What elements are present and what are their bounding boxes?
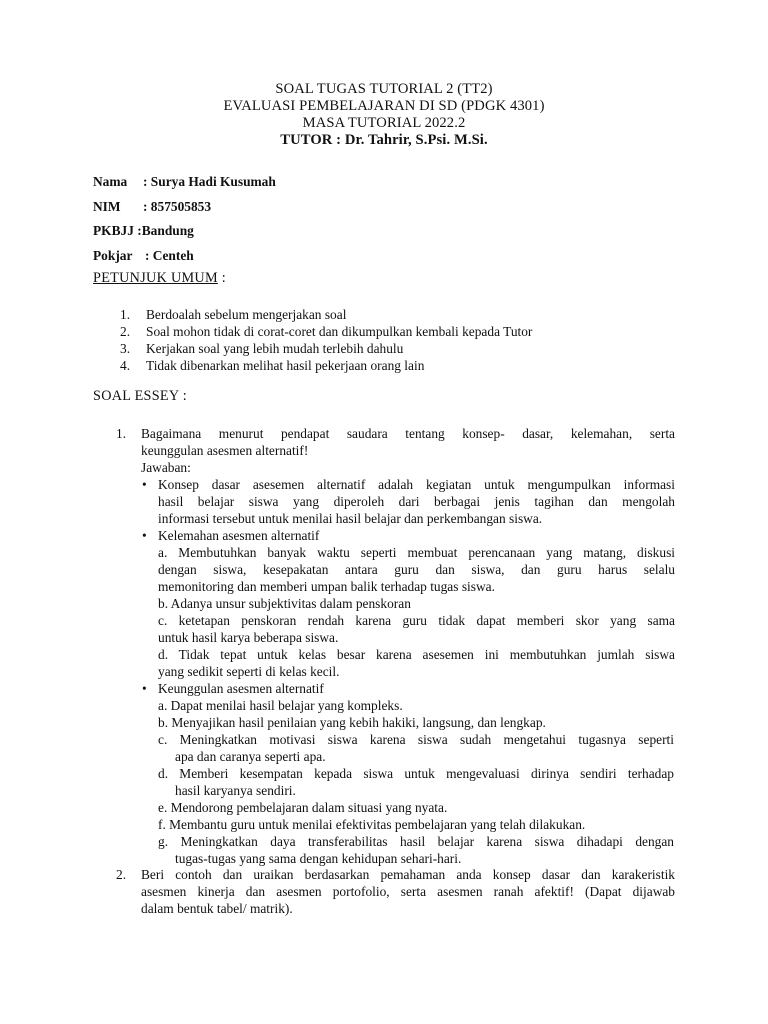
keunggulan-title: Keunggulan asesmen alternatif — [158, 681, 324, 696]
jawaban-label: Jawaban: — [141, 460, 191, 475]
document-header — [0, 81, 768, 149]
petunjuk-heading-colon: : — [217, 270, 226, 286]
document-page: SOAL TUGAS TUTORIAL 2 (TT2) EVALUASI PEMBELAJARAN DI SD (PDGK 4301) MASA TUTORIAL 2022.2 TUTOR : Dr. Tahrir, S.Psi. M.Si. Nama : Surya Hadi Kusumah NIM : 857505853 PKBJJ :Bandung Pokjar : Centeh PETUNJUK UMUM : 1. Berdoalah sebelum mengerjakan soal 2. Soal mohon tidak di corat-coret dan dikumpulkan kembali kepada Tutor 3. Kerjakan soal yang lebih mudah terlebih dahulu 4. Tidak dibenarkan melihat hasil pekerjaan orang lain SOAL ESSEY : 1. Bagaimana menurut pendapat saudara tentang konsep- dasar, kelemahan, serta keunggulan asesmen alternatif! Jawaban: • Konsep dasar asesemen alternatif adalah kegiatan untuk mengumpulkan informasi hasil belajar siswa yang diperoleh dari berbagai jenis tagihan dan mengolah informasi tersebut untuk menilai hasil belajar dan perkembangan siswa. • Kelemahan asesmen alternatif a. Membutuhkan banyak waktu seperti membuat perencanaan yang matang, diskusi dengan siswa, kesepakatan antara guru dan siswa, dan guru harus selalu memonitoring dan memberi umpan balik terhadap tugas siswa. b. Adanya unsur subjektivitas dalam penskoran c. ketetapan penskoran rendah karena guru tidak dapat memberi skor yang sama untuk hasil karya beberapa siswa. d. Tidak tepat untuk kelas besar karena asesemen ini membutuhkan jumlah siswa yang sedikit seperti di kelas kecil. • Keunggulan asesmen alternatif a. Dapat menilai hasil belajar yang kompleks. b. Menyajikan hasil penilaian yang kebih hakiki, langsung, dan lengkap. c. Meningkatkan motivasi siswa karena siswa sudah mengetahui tugasnya seperti apa dan caranya seperti apa. d. Memberi kesempatan kepada siswa untuk mengevaluasi dirinya sendiri terhadap hasil karyanya sendiri. e. Mendorong pembelajaran dalam situasi yang nyata. f. Membantu guru untuk menilai efektivitas pembelajaran yang telah dilakukan. g. Meningkatkan daya transferabilitas hasil belajar karena siswa dihadapi dengan tugas-tugas yang sama dengan kehidupan sehari-hari. 2. Beri contoh dan uraikan berdasarkan pemahaman anda konsep dasar dan karakeristik asesmen kinerja dan asesmen portofolio, serta asesmen ranah afektif! (Dapat dijawab dalam bentuk tabel/ matrik). — [0, 0, 768, 1024]
keunggulan-item-g: g. Meningkatkan daya transferabilitas hasil belajar karena siswa dihadapi dengan tugas-tugas yang sama dengan kehidupan sehari-hari. — [158, 834, 674, 866]
keunggulan-item-a: a. Dapat menilai hasil belajar yang kompleks. — [158, 698, 403, 713]
header-period: MASA TUTORIAL 2022.2 — [302, 115, 466, 131]
keunggulan-item-f: f. Membantu guru untuk menilai efektivitas pembelajaran yang telah dilakukan. — [158, 817, 586, 832]
identity-row-nim — [93, 195, 276, 220]
nim-value: : 857505853 — [143, 198, 212, 214]
pkbjj-value: :Bandung — [137, 223, 194, 238]
header-tutor: TUTOR : Dr. Tahrir, S.Psi. M.Si. — [280, 132, 488, 148]
bullet-icon: • — [142, 528, 147, 543]
petunjuk-list — [120, 306, 532, 374]
petunjuk-heading — [93, 270, 226, 287]
student-identity — [93, 170, 276, 268]
header-title: SOAL TUGAS TUTORIAL 2 (TT2) — [275, 81, 493, 97]
header-course: EVALUASI PEMBELAJARAN DI SD (PDGK 4301) — [223, 98, 545, 114]
identity-row-nama — [93, 170, 276, 195]
keunggulan-item-d: d. Memberi kesempatan kepada siswa untuk mengevaluasi dirinya sendiri terhadap hasil karyanya sendiri. — [158, 766, 674, 798]
keunggulan-item-b: b. Menyajikan hasil penilaian yang kebih hakiki, langsung, dan lengkap. — [158, 715, 546, 730]
nama-value: : Surya Hadi Kusumah — [143, 174, 276, 189]
list-item: 2. Soal mohon tidak di corat-coret dan dikumpulkan kembali kepada Tutor — [120, 324, 533, 339]
pkbjj-label: PKBJJ — [93, 223, 134, 238]
identity-row-pkbjj — [93, 219, 276, 244]
list-item: 3. Kerjakan soal yang lebih mudah terlebih dahulu — [120, 341, 404, 356]
pokjar-value: : Centeh — [145, 247, 194, 263]
question-number: 1. — [116, 426, 127, 441]
essey-heading: SOAL ESSEY : — [93, 388, 187, 404]
list-item: 4. Tidak dibenarkan melihat hasil pekerjaan orang lain — [120, 358, 425, 373]
identity-row-pokjar — [93, 244, 276, 269]
bullet-icon: • — [142, 681, 147, 696]
pokjar-label: Pokjar — [93, 247, 133, 263]
list-item: 1. Berdoalah sebelum mengerjakan soal — [120, 307, 347, 322]
keunggulan-item-e: e. Mendorong pembelajaran dalam situasi yang nyata. — [158, 800, 448, 815]
nama-label: Nama — [93, 174, 128, 189]
question-number: 2. — [116, 867, 127, 882]
nim-label: NIM — [93, 198, 121, 214]
kelemahan-title: Kelemahan asesmen alternatif — [158, 528, 320, 543]
bullet-icon: • — [142, 477, 147, 492]
petunjuk-heading-text: PETUNJUK UMUM — [93, 270, 218, 286]
keunggulan-item-c: c. Meningkatkan motivasi siswa karena siswa sudah mengetahui tugasnya seperti apa dan caranya seperti apa. — [158, 732, 674, 764]
